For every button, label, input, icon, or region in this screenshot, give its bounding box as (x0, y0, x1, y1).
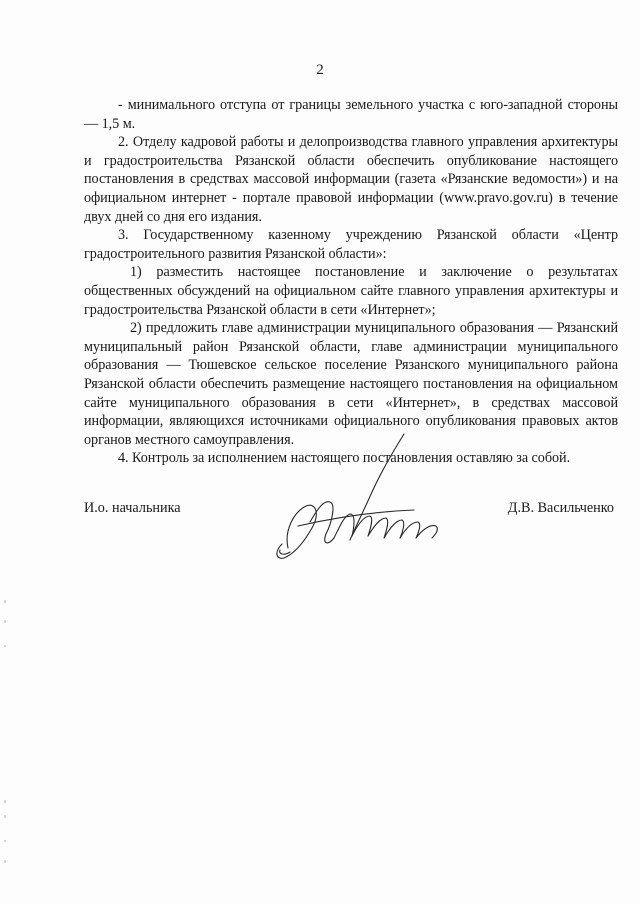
paragraph-item-3: 3. Государственному казенному учреждению Рязанской области «Центр градостроительного развития Рязанской области»: (84, 227, 618, 262)
page-number: 2 (316, 62, 324, 78)
paragraph-item-2: 2. Отделу кадровой работы и делопроизводства главного управления архитектуры и градостроительства Рязанской области обеспечить опубликование настоящего постановления в средствах массовой информации (газета «Рязанские ведомости») и на официальном интернет - портале правовой информации (www.pravo.gov.ru) в течение двух дней со дня его издания. (84, 134, 618, 225)
paragraph-subitem-1: 1) разместить настоящее постановление и заключение о результатах общественных обсуждений на официальном сайте главного управления архитектуры и градостроительства Рязанской области в сети «Интернет»; (84, 264, 618, 318)
document-body (84, 96, 618, 468)
paragraph-subitem-2: 2) предложить главе администрации муниципального образования — Рязанский муниципальный район Рязанской области, главе администрации муниципального образования — Тюшевское сельское поселение Рязанского муниципального района Рязанской области обеспечить размещение настоящего постановления на официальном сайте муниципального образования в сети «Интернет», в средствах массовой информации, являющихся источниками официального опубликования правовых актов органов местного самоуправления. (84, 320, 618, 448)
signatory-name: Д.В. Васильченко (507, 500, 614, 516)
signature-block (84, 500, 618, 560)
scan-edge-marks (3, 600, 7, 900)
signatory-title: И.о. начальника (84, 500, 181, 516)
paragraph-setback: - минимального отступа от границы земельного участка с юго-западной стороны — 1,5 м. (84, 97, 618, 132)
paragraph-item-4: 4. Контроль за исполнением настоящего постановления оставляю за собой. (118, 450, 571, 467)
handwritten-signature (254, 430, 474, 570)
